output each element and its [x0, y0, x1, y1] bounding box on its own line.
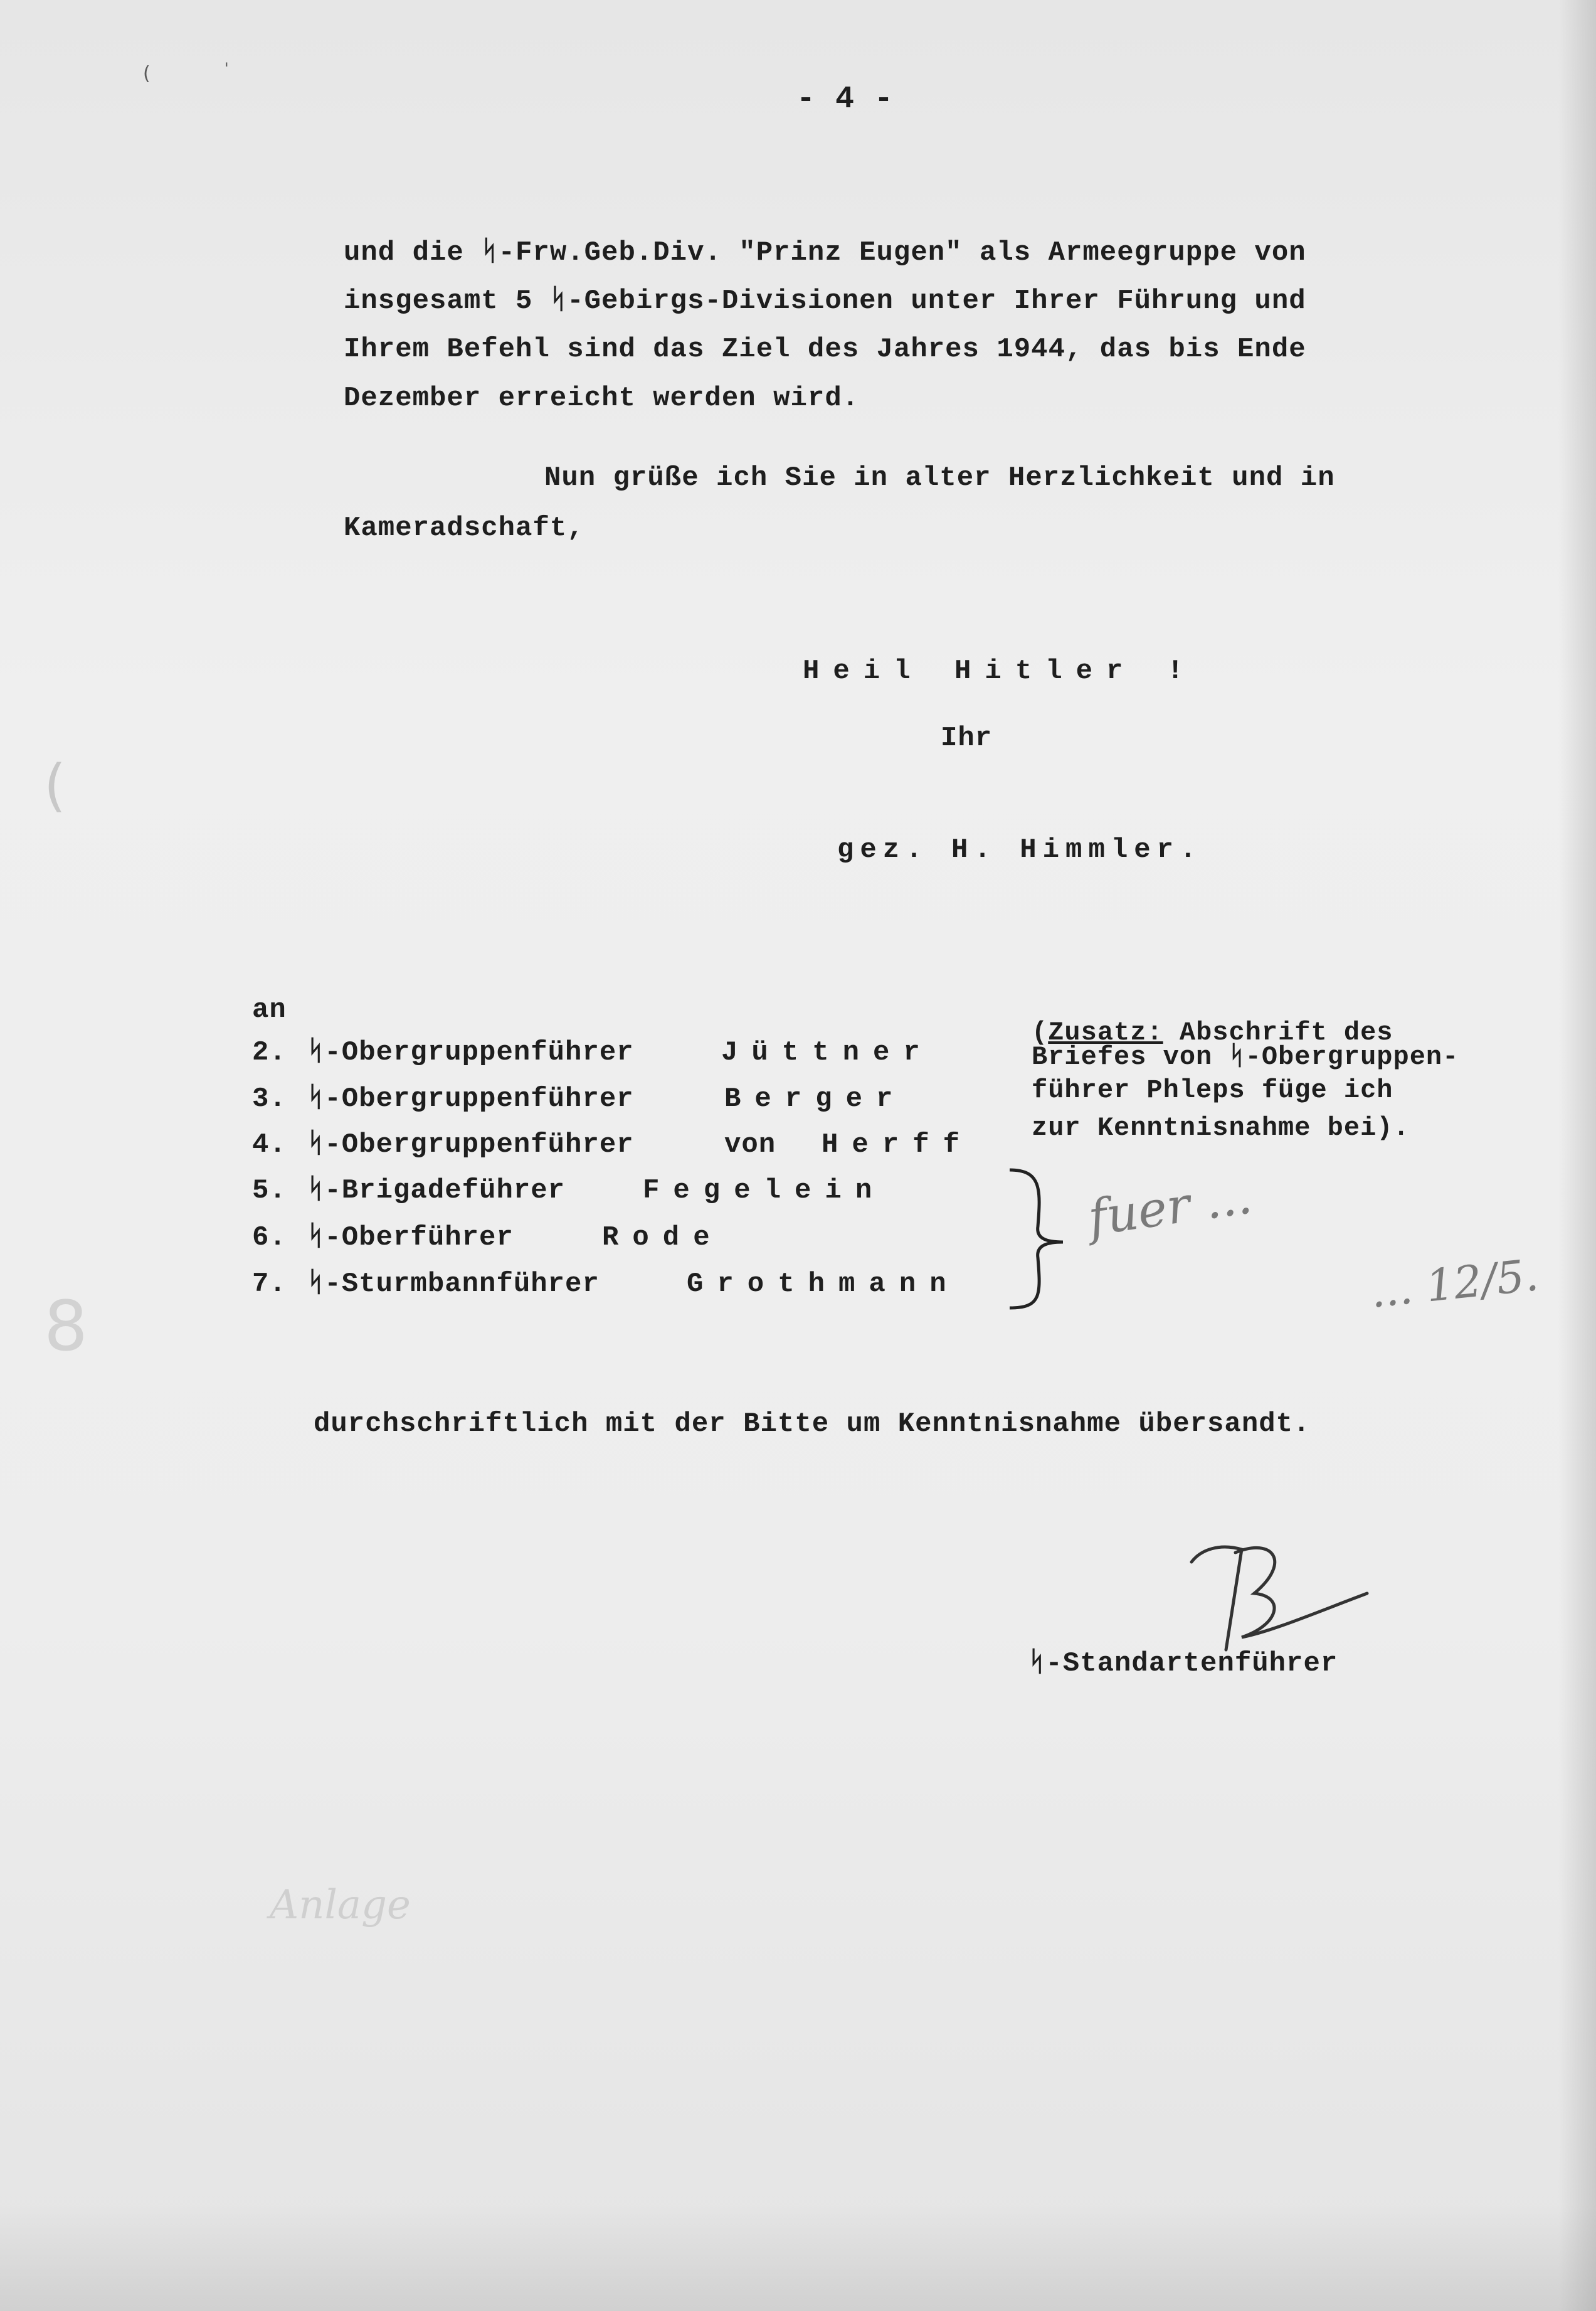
- recipient-rank: ᛋ-Oberführer: [307, 1222, 514, 1253]
- faint-handwriting: Anlage: [270, 1882, 411, 1928]
- recipient-name: Herff: [822, 1129, 974, 1161]
- body-line-3: Ihrem Befehl sind das Ziel des Jahres 1944, das bis Ende: [344, 334, 1306, 365]
- recipient-rank: ᛋ-Obergruppenführer: [307, 1129, 634, 1161]
- handwritten-brace: [1003, 1164, 1072, 1314]
- page-number: - 4 -: [796, 82, 894, 117]
- recipient-rank: ᛋ-Brigadeführer: [307, 1175, 566, 1206]
- salute: Heil Hitler !: [803, 656, 1198, 687]
- recipient-number: 5.: [252, 1175, 287, 1206]
- zusatz-line-4: zur Kenntnisnahme bei).: [1032, 1113, 1410, 1143]
- body-line-2: insgesamt 5 ᛋ-Gebirgs-Divisionen unter Ihrer Führung und: [344, 285, 1306, 317]
- recipient-name: Grothmann: [687, 1268, 960, 1300]
- recipient-name: Jüttner: [721, 1037, 934, 1068]
- margin-mark: (: [44, 753, 66, 819]
- an-label: an: [252, 994, 287, 1026]
- recipient-name-prefix: von: [724, 1129, 776, 1161]
- ihr: Ihr: [941, 723, 993, 754]
- recipient-rank: ᛋ-Obergruppenführer: [307, 1037, 634, 1068]
- recipient-rank: ᛋ-Obergruppenführer: [307, 1083, 634, 1115]
- zusatz-line-2: Briefes von ᛋ-Obergruppen-: [1032, 1042, 1459, 1072]
- recipient-number: 7.: [252, 1268, 287, 1300]
- recipient-number: 3.: [252, 1083, 287, 1115]
- zusatz-line-1: (Zusatz: Abschrift des: [1032, 1017, 1393, 1048]
- zusatz-line-3: führer Phleps füge ich: [1032, 1075, 1393, 1105]
- body-line-4: Dezember erreicht werden wird.: [344, 383, 860, 414]
- recipient-name: Berger: [724, 1083, 907, 1115]
- recipient-number: 2.: [252, 1037, 287, 1068]
- recipient-number: 4.: [252, 1129, 287, 1161]
- signatory-title: ᛋ-Standartenführer: [1028, 1648, 1338, 1679]
- recipient-name: Rode: [602, 1222, 724, 1253]
- recipient-name: Fegelein: [643, 1175, 886, 1206]
- zusatz-label: Zusatz:: [1048, 1017, 1163, 1048]
- body-line-1: und die ᛋ-Frw.Geb.Div. "Prinz Eugen" als Armeegruppe von: [344, 237, 1306, 268]
- greeting-line-1: Nun grüße ich Sie in alter Herzlichkeit und in: [544, 462, 1335, 494]
- handwritten-note: fuer ...: [1085, 1168, 1255, 1247]
- recipient-rank: ᛋ-Sturmbannführer: [307, 1268, 600, 1300]
- zusatz-text: Abschrift des: [1163, 1017, 1393, 1048]
- margin-mark: ': [225, 60, 229, 77]
- page-bottom-shadow: [0, 2204, 1596, 2311]
- page-edge-shadow: [1558, 0, 1596, 2311]
- handwritten-date: ... 12/5.: [1368, 1249, 1541, 1318]
- signature-typed: gez. H. Himmler.: [837, 834, 1203, 866]
- margin-mark: 8: [44, 1286, 88, 1366]
- greeting-line-2: Kameradschaft,: [344, 513, 584, 544]
- durchschrift-line: durchschriftlich mit der Bitte um Kenntnisnahme übersandt.: [314, 1408, 1311, 1440]
- margin-mark: (: [143, 63, 151, 85]
- recipient-number: 6.: [252, 1222, 287, 1253]
